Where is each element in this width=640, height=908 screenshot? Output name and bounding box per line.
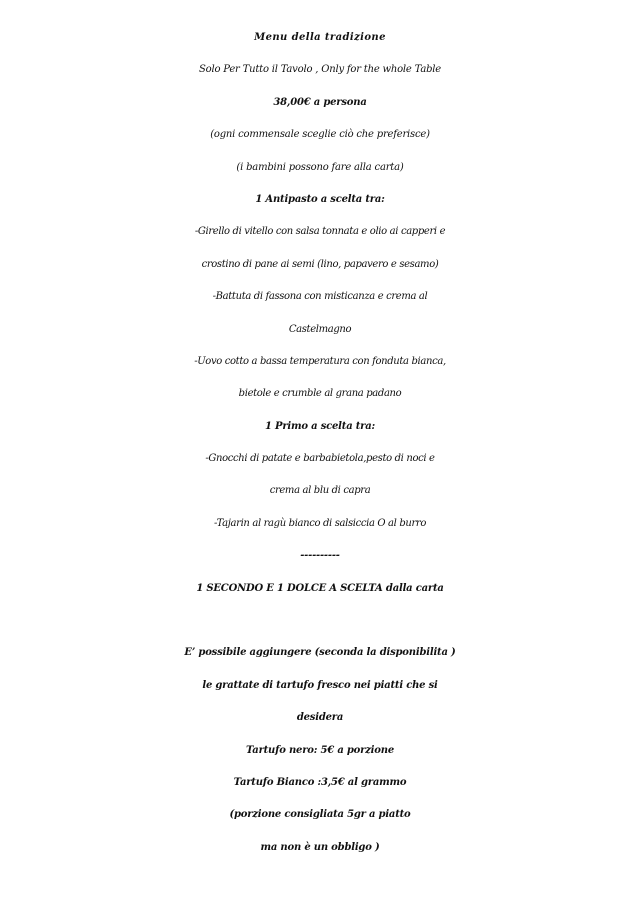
menu-subtitle: Solo Per Tutto il Tavolo , Only for the whole Table [198,64,442,76]
truffle-line: E’ possibile aggiungere (seconda la disponibilita ) [184,647,456,659]
antipasto-line: -Girello di vitello con salsa tonnata e olio ai capperi e [194,226,446,238]
truffle-line: (porzione consigliata 5gr a piatto [229,809,411,821]
secondo-dolce-line: 1 SECONDO E 1 DOLCE A SCELTA dalla carta [196,582,444,594]
blank-spacer [0,605,640,637]
primo-line: -Gnocchi di patate e barbabietola,pesto di noci e [205,453,435,465]
menu-title: Menu della tradizione [254,32,386,43]
antipasto-line: -Uovo cotto a bassa temperatura con fonduta bianca, [194,355,446,367]
menu-document [0,22,640,864]
primo-line: -Tajarin al ragù bianco di salsiccia O al burro [213,517,427,529]
antipasto-line: crostino di pane ai semi (lino, papavero e sesamo) [201,258,439,270]
menu-note-children: (i bambini possono fare alla carta) [236,161,404,173]
truffle-black-price: Tartufo nero: 5€ a porzione [246,744,394,756]
truffle-line: le grattate di tartufo fresco nei piatti che si [202,679,438,691]
menu-note-choice: (ogni commensale sceglie ciò che preferisce) [210,129,430,141]
section-divider: ---------- [300,550,340,562]
menu-price: 38,00€ a persona [273,96,367,108]
truffle-line: desidera [296,712,344,724]
primo-line: crema al blu di capra [269,485,371,497]
antipasto-line: bietole e crumble al grana padano [238,388,402,400]
antipasto-line: Castelmagno [288,323,352,335]
truffle-line: ma non è un obbligo ) [260,841,380,853]
primi-heading: 1 Primo a scelta tra: [264,420,376,432]
truffle-white-price: Tartufo Bianco :3,5€ al grammo [233,776,407,788]
antipasto-line: -Battuta di fassona con misticanza e crema al [212,291,428,303]
antipasti-heading: 1 Antipasto a scelta tra: [255,193,385,205]
